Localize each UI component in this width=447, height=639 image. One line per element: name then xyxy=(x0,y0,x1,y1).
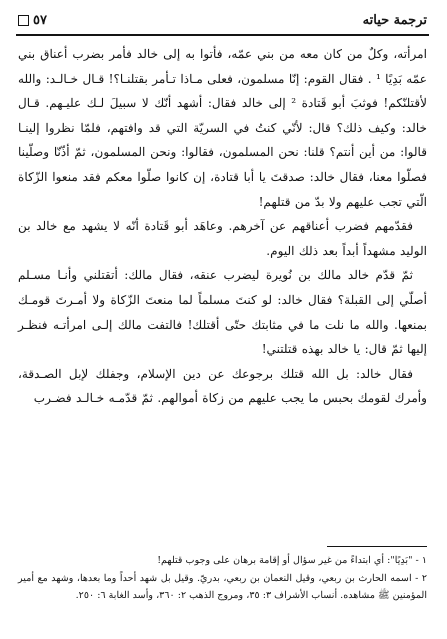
main-text xyxy=(18,42,427,411)
footnotes xyxy=(18,552,427,605)
page-marker-square-icon xyxy=(18,15,29,26)
page-number-block xyxy=(18,13,47,28)
page-header xyxy=(16,12,429,32)
footnote-1: ١ - "بَدِيًا": أي ابتداءً من غير سؤال أو إقامة برهان على وجوب قتلهم! xyxy=(157,555,427,566)
paragraph-2: فقدّمهم فضرب أعناقهم عن آخرهم. وعاهَد أبو قَتادة أنّه لا يشهد مع خالد بن الوليد مشهداً أبداً بعد ذلك اليوم. xyxy=(18,219,427,258)
paragraph-4: فقال خالد: بل الله قتلك برجوعك عن دين الإسلام، وجفلك لإبل الصـدقة، وأمرك لقومك بحبس ما يجب عليهم من زكاة أموالهم. ثمّ قدّمـه خـالـد فضـرب xyxy=(18,366,427,406)
header-divider xyxy=(16,34,429,36)
paragraph-3: ثمّ قدّم خالد مالك بن نُويرة ليضرب عنقه، فقال مالك: أتقتلني وأنـا مسـلم أصلّي إلى القبلة؟ فقال خالد: لو كنتَ مسلماً لما منعتَ الزّكاة ولا أمـرتَ قومـك بمنعها. والله ما نلت ما في مثابتك حتّى أقتلك! فالتفت مالك إلـى امرأتـه فنظـر إليها ثمّ قال: يا خالد بهذه قتلتني! xyxy=(18,268,427,357)
page-number: ٥٧ xyxy=(33,13,47,28)
footnote-divider xyxy=(327,546,427,547)
book-page xyxy=(16,8,429,633)
paragraph-1: امرأته، وكلٌ من كان معه من بني عمّه، فأتوا به إلى خالد فأمر بضرب أعناق بني عمّه بَدِيًا ¹ . فقال القوم: إنّا مسلمون، فعلى مـاذا تـأمر بقتلنـا؟! قـال خـالـد: والله لأقتلنّكم! فوثبَ أبو قَتادة ² إلى خالد فقال: أشهد أنّك لا سبيلَ لـك عليـهم. قـال خالد: وكيف ذلك؟ قال: لأنّي كنتُ في السريّة التي قد وافتهم، فلمّا نظروا إلينـا قالوا: من أين أنتم؟ قلنا: نحن المسلمون، فقالوا: ونحن المسلمون، ثمّ أذّنّا وصلّينا فصلّوا معنا، فقال خالد: صدقتَ يا أبا قتادة، إن كانوا صلّوا معكم فقد منعوا الزّكاة الّتي تجب عليهم ولا بدّ من قتلهم! xyxy=(18,47,428,209)
footnote-2: ٢ - اسمه الحارث بن ربعي، وقيل النعمان بن ربعي، بدريّ. وقيل بل شهد أحداً وما بعدها، وشهد مع أمير المؤمنين ﷺ مشاهده. أنساب الأشراف ٣: ٣٥، ومروج الذهب ٢: ٣٦٠، وأسد الغابة ٦: ٢٥٠. xyxy=(18,572,427,602)
running-title: ترجمة حياته xyxy=(362,13,427,28)
